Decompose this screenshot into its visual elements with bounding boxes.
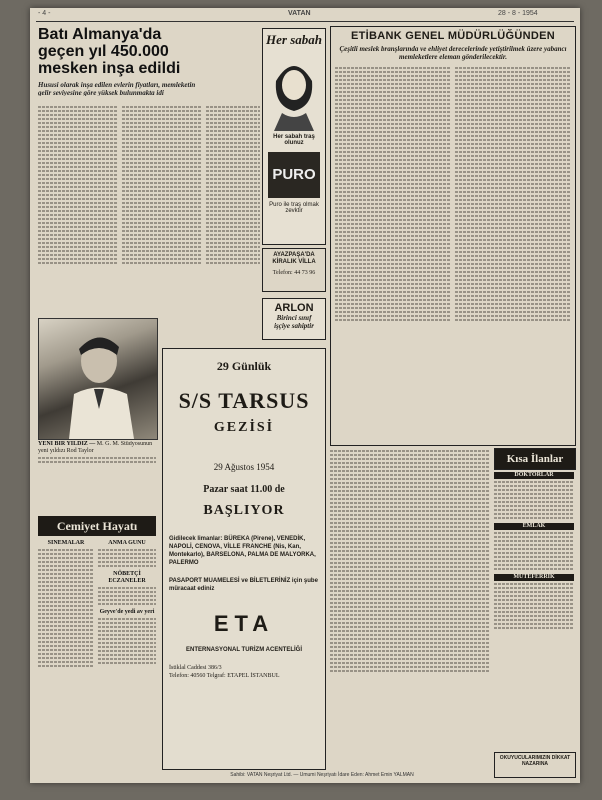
emlak-heading: EMLAK xyxy=(494,523,574,530)
nobetci-heading: NÖBETÇİ ECZANELER xyxy=(108,571,146,584)
okuyucular-box xyxy=(494,752,576,778)
cemiyet-col-1 xyxy=(38,540,94,775)
etibank-col-2 xyxy=(455,65,571,440)
arlon-line2: işçiye sahiptir xyxy=(274,322,314,330)
tarsus-ship: S/S TARSUS xyxy=(178,388,310,413)
hersabah-title: Her sabah xyxy=(266,32,322,47)
kisa-ilanlar-banner xyxy=(494,448,576,470)
photo-caption-text: M. G. M. Stüdyosunun yeni yıldızı Rod Taylor xyxy=(38,441,153,454)
arlon-ad xyxy=(262,298,326,340)
actor-photo xyxy=(38,318,158,440)
lead-story-col-3 xyxy=(206,104,260,334)
page-header xyxy=(38,10,572,20)
cemiyet-title: Cemiyet Hayatı xyxy=(56,519,138,533)
kisa-ilanlar-column xyxy=(494,472,574,752)
tarsus-time: Pazar saat 11.00 de xyxy=(203,484,285,495)
tarsus-route: Gidilecek limanlar: BÜREKA (Pirene), VENEDİK, NAPOLİ, CENOVA, VİLLE FRANCHE (Nis, Kan, Montekarlo), BARSELONA, PALMA DE MALYORKA, PALERMO xyxy=(169,536,316,566)
eta-agency: ENTERNASYONAL TURİZM ACENTELİĞİ xyxy=(185,647,302,653)
arlon-line1: Birinci sınıf xyxy=(276,314,312,322)
hersabah-small: Puro ile traş olmak zevktir xyxy=(269,202,319,214)
lead-subheadline: Hususi olarak inşa edilen evlerin fiyatları, memleketin gelir seviyesine göre yüksek bulunmakta idi xyxy=(38,81,196,96)
lead-story-col-1 xyxy=(38,104,118,314)
masthead: VATAN xyxy=(288,10,311,17)
tarsus-word: GEZİSİ xyxy=(213,420,275,435)
tarsus-date: 29 Ağustos 1954 xyxy=(213,462,275,472)
actor-photo-figure xyxy=(39,319,157,439)
okuyucular-title: OKUYUCULARIMIZIN DİKKAT NAZARINA xyxy=(499,755,571,767)
etibank-announcement xyxy=(330,26,576,446)
muteferrik-heading: MÜTEFERRİK xyxy=(494,574,574,581)
photo-caption-title: YENİ BİR YILDIZ — xyxy=(38,441,96,447)
tarsus-days: 29 Günlük xyxy=(216,359,272,373)
page-number: - 4 - xyxy=(38,10,51,17)
doktorlar-heading: DOKTORLAR xyxy=(494,472,574,479)
lead-headline-block xyxy=(38,26,206,96)
hersabah-caption: Her sabah traş olunuz xyxy=(273,134,315,146)
kisa-title: Kısa İlanlar xyxy=(506,453,564,465)
etibank-title: ETİBANK GENEL MÜDÜRLÜĞÜNDEN xyxy=(350,30,556,42)
etibank-col-1 xyxy=(335,65,451,440)
eta-logo: ETA xyxy=(213,611,275,636)
tarsus-passport: PASAPORT MUAMELESİ ve BİLETLERİNİZ için şube müracaat ediniz xyxy=(169,578,318,592)
newspaper-page xyxy=(30,8,580,783)
sinemalar-heading: SİNEMALAR xyxy=(47,540,85,546)
puro-brand: PURO xyxy=(272,166,316,183)
cemiyet-banner xyxy=(38,516,156,536)
photo-caption xyxy=(38,441,156,479)
hersabah-ad xyxy=(262,28,326,245)
lead-story-col-2 xyxy=(122,104,202,314)
anma-heading: ANMA GÜNÜ xyxy=(108,540,146,546)
ayazpasa-text: Telefon: 44 73 96 xyxy=(272,270,316,276)
woman-portrait-icon xyxy=(264,51,324,131)
puro-box xyxy=(268,152,320,198)
ayazpasa-title: AYAZPAŞA'DA KİRALIK VİLLA xyxy=(272,252,316,265)
gunun-heading: Geyve'de yedi av yeri xyxy=(99,609,155,615)
eta-phone: Telefon: 40560 Telgraf: ETAPEL İSTANBUL xyxy=(169,673,280,679)
issue-date: 28 - 8 - 1954 xyxy=(498,10,538,17)
etibank-subtitle: Çeşitli meslek branşlarında ve ehliyet derecelerinde yetiştirilmek üzere yabancı memleketlere eleman gönderilecektir. xyxy=(339,45,567,61)
tarsus-cruise-ad xyxy=(162,348,326,770)
lead-headline: Batı Almanya'da geçen yıl 450.000 mesken inşa edildi xyxy=(38,26,181,77)
eta-address: İstiklal Caddesi 386/3 xyxy=(169,665,222,671)
cemiyet-col-2 xyxy=(98,540,156,775)
footer-imprint: Sahibi: VATAN Neşriyat Ltd. — Umumi Neşriyatı İdare Eden: Ahmet Emin YALMAN xyxy=(230,772,414,778)
arlon-brand: ARLON xyxy=(274,302,314,314)
etibank-continued xyxy=(330,448,490,768)
ayazpasa-ad xyxy=(262,248,326,292)
tarsus-start: BAŞLIYOR xyxy=(203,503,285,518)
